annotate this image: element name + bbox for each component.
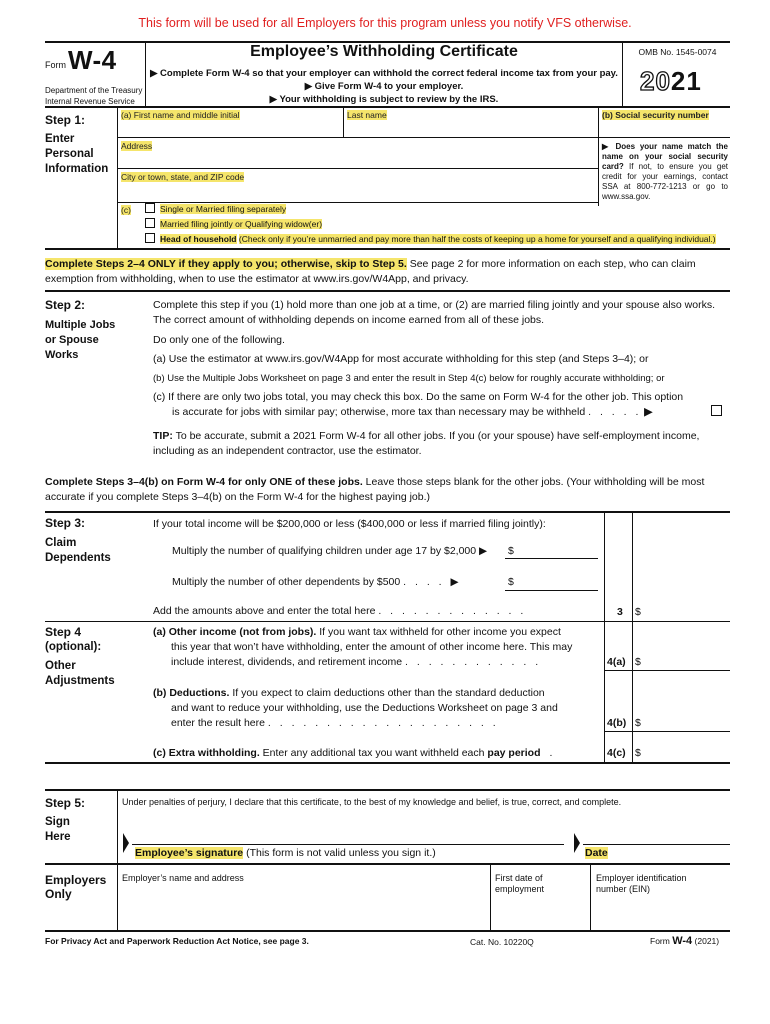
tax-year	[640, 66, 702, 97]
c-rest: Enter any additional tax you want withheld each	[262, 747, 485, 759]
step5-subtitle	[45, 815, 71, 845]
address-label	[121, 141, 152, 151]
filing-option-hoh[interactable]	[145, 233, 716, 244]
step3-other-dollar: $	[508, 576, 514, 588]
city-label	[121, 172, 244, 182]
step2-tip	[153, 429, 730, 459]
c-arrow: ▶	[644, 406, 653, 418]
step2-do-only: Do only one of the following.	[153, 334, 285, 346]
sig-label-text: Employee’s signature	[135, 847, 244, 859]
step4-title: Step 4	[45, 625, 82, 639]
b-bold: (b) Deductions.	[153, 687, 230, 699]
step2-option-b: (b) Use the Multiple Jobs Worksheet on page 3 and enter the result in Step 4(c) below for roughly accurate withholding; or	[153, 373, 665, 384]
a-rest-2: this year that won’t have withholding, enter the amount of other income here. This may	[171, 641, 573, 653]
step5-sub-1: Sign	[45, 816, 70, 828]
c-label-text: (c)	[121, 205, 131, 215]
first-date-label	[495, 873, 544, 895]
filing-3-rest: (Check only if you’re unmarried and pay more than half the costs of keeping up a home for yourself and a qualifying individual.)	[238, 234, 716, 244]
instruction-2: ▶ Give Form W-4 to your employer.	[304, 81, 464, 92]
first-name-field[interactable]	[120, 121, 342, 137]
first-name-label-text: (a) First name and middle initial	[121, 110, 240, 120]
privacy-notice: For Privacy Act and Paperwork Reduction Act Notice, see page 3.	[45, 936, 309, 946]
step3-sub-1: Claim	[45, 537, 77, 549]
complete-steps-3-4b	[45, 475, 730, 505]
c-dots: . . . . .	[588, 406, 642, 418]
step3-total-line	[153, 604, 526, 619]
line-4a-dollar: $	[635, 656, 641, 668]
step3-sub-2: Dependents	[45, 552, 111, 564]
step2-sub-2: or Spouse	[45, 334, 99, 346]
employers-title-1: Employers	[45, 873, 107, 887]
step4b-text	[153, 686, 600, 731]
city-label-text: City or town, state, and ZIP code	[121, 172, 245, 182]
signature-arrow-icon	[123, 833, 129, 853]
year-bold: 21	[670, 66, 702, 96]
department-label	[45, 85, 155, 107]
first-date-field[interactable]	[493, 898, 588, 928]
ssn-field[interactable]	[601, 121, 729, 137]
qualifying-children-field[interactable]	[516, 543, 598, 558]
filing-3-bold: Head of household	[160, 234, 237, 244]
line2-text: Multiply the number of other dependents by $500	[172, 576, 401, 588]
last-name-field[interactable]	[346, 121, 596, 137]
deductions-field[interactable]	[645, 715, 729, 731]
tip-bold: TIP:	[153, 430, 173, 442]
ein-label	[596, 873, 687, 895]
step2-option-c-line2	[172, 405, 652, 420]
filing-option-married[interactable]	[145, 218, 322, 229]
step2-title: Step 2:	[45, 298, 86, 312]
step5-sub-2: Here	[45, 831, 71, 843]
line-4c-dollar: $	[635, 747, 641, 759]
step2-subtitle	[45, 318, 115, 363]
footer-form-id	[650, 935, 719, 947]
step4-sub-0: (optional):	[45, 641, 102, 653]
ssn-label	[602, 110, 709, 120]
c-pay: pay period	[487, 747, 541, 759]
extra-withholding-field[interactable]	[645, 745, 729, 761]
two-jobs-checkbox[interactable]	[711, 405, 722, 416]
step2-sub-1: Multiple Jobs	[45, 319, 116, 331]
filing-option-single[interactable]	[145, 203, 286, 214]
line-4c-number: 4(c)	[607, 747, 626, 759]
name-match-bold: ▶ Does your name match the name on your social security card?	[602, 142, 728, 171]
step4-sub-2: Adjustments	[45, 675, 115, 687]
a-bold: (a) Other income (not from jobs).	[153, 626, 317, 638]
a-rest-1: If you want tax withheld for other income you expect	[319, 626, 561, 638]
line-4b-dollar: $	[635, 717, 641, 729]
address-field[interactable]	[120, 152, 596, 168]
date-field[interactable]	[584, 826, 728, 844]
complete-steps-2-4	[45, 257, 730, 287]
step3-children-dollar: $	[508, 545, 514, 557]
dept-line-2: Internal Revenue Service	[45, 97, 135, 106]
complete-3-4-rest: Leave those steps blank for the other jobs. (Your withholding will be most accurate if you complete Steps 3–4(b) on the Form W-4 for the highest paying job.)	[45, 476, 705, 503]
vfs-notice: This form will be used for all Employers for this program unless you notify VFS otherwise.	[138, 16, 632, 30]
line-3-dollar: $	[635, 606, 641, 618]
step1-subtitle	[45, 132, 108, 177]
b-rest-1: If you expect to claim deductions other than the standard deduction	[232, 687, 545, 699]
total-dependents-field[interactable]	[645, 604, 729, 620]
first-date-2: employment	[495, 884, 545, 894]
omb-number: OMB No. 1545-0074	[638, 47, 717, 57]
step1-sub-1: Enter	[45, 133, 75, 145]
footer-form-num: W-4	[672, 935, 693, 947]
step3-title: Step 3:	[45, 516, 86, 530]
employer-name-label: Employer’s name and address	[122, 873, 244, 883]
date-label	[585, 847, 608, 859]
other-income-field[interactable]	[645, 654, 729, 670]
complete-3-4-bold: Complete Steps 3–4(b) on Form W-4 for only ONE of these jobs.	[45, 476, 363, 488]
form-number: W-4	[68, 45, 117, 75]
signature-label	[135, 847, 436, 859]
line-4b-number: 4(b)	[607, 717, 627, 729]
date-label-text: Date	[585, 847, 608, 859]
c2-text: is accurate for jobs with similar pay; otherwise, more tax than necessary may be withheld	[172, 406, 586, 418]
step2-option-c-line1: (c) If there are only two jobs total, you may check this box. Do the same on Form W-4 for the other job. This option	[153, 391, 684, 403]
filing-1-text: Single or Married filing separately	[160, 204, 287, 214]
line2-dots: . . . . ▶	[403, 576, 462, 588]
step3-intro: If your total income will be $200,000 or less ($400,000 or less if married filing jointly):	[153, 518, 546, 530]
step1-sub-3: Information	[45, 163, 109, 175]
ssn-label-text: (b) Social security number	[602, 110, 709, 120]
footer-form-word: Form	[650, 936, 670, 946]
instruction-3: ▶ Your withholding is subject to review by the IRS.	[269, 94, 499, 105]
sig-note: (This form is not valid unless you sign it.)	[246, 847, 436, 859]
first-date-1: First date of	[495, 873, 543, 883]
line-4a-number: 4(a)	[607, 656, 626, 668]
dept-line-1: Department of the Treasury	[45, 86, 143, 95]
a-dots: . . . . . . . . . . . .	[405, 656, 542, 668]
form-title: Employee’s Withholding Certificate	[250, 43, 518, 60]
complete-2-4-rest: See page 2 for more information on each step, who can claim exemption from withholding, when to use the estimator at www.irs.gov/W4App, and privacy.	[45, 258, 696, 285]
step2-sub-3: Works	[45, 349, 79, 361]
form-label: Form	[45, 60, 66, 70]
first-name-label	[121, 110, 240, 120]
last-name-label-text: Last name	[347, 110, 387, 120]
a-rest-3: include interest, dividends, and retirement income	[171, 656, 403, 668]
step1-title: Step 1:	[45, 113, 86, 127]
name-match-rest: If not, to ensure you get credit for your earnings, contact SSA at 800-772-1213 or go to www.ssa.gov.	[602, 162, 728, 201]
instruction-1: ▶ Complete Form W-4 so that your employer can withhold the correct federal income tax from your pay.	[150, 68, 618, 79]
address-label-text: Address	[121, 141, 153, 151]
total-text: Add the amounts above and enter the total here	[153, 605, 376, 617]
perjury-statement: Under penalties of perjury, I declare that this certificate, to the best of my knowledge and belief, is true, correct, and complete.	[122, 797, 622, 807]
step3-subtitle	[45, 536, 111, 566]
employer-name-field[interactable]	[120, 886, 488, 928]
signature-field[interactable]	[132, 826, 560, 844]
step2-intro: Complete this step if you (1) hold more than one job at a time, or (2) are married filing jointly and your spouse also works. The correct amount of withholding depends on income earned from all of these jobs.	[153, 299, 716, 326]
city-field[interactable]	[120, 184, 596, 202]
other-dependents-field[interactable]	[516, 574, 598, 589]
hoh-checkbox[interactable]	[145, 233, 155, 243]
total-dots: . . . . . . . . . . . . .	[378, 605, 527, 617]
step1-sub-2: Personal	[45, 148, 94, 160]
b-rest-2: and want to reduce your withholding, use the Deductions Worksheet on page 3 and	[171, 702, 558, 714]
married-checkbox[interactable]	[145, 218, 155, 228]
filing-status-label	[121, 205, 131, 215]
complete-2-4-bold: Complete Steps 2–4 ONLY if they apply to you; otherwise, skip to Step 5.	[45, 258, 407, 270]
year-outline: 20	[640, 66, 671, 96]
c-bold: (c) Extra withholding.	[153, 747, 260, 759]
b-rest-3: enter the result here	[171, 717, 265, 729]
employers-title	[45, 873, 106, 901]
c-dots-4: .	[549, 747, 556, 759]
footer-year: (2021)	[694, 936, 720, 946]
b-dots: . . . . . . . . . . . . . . . . . . . .	[267, 717, 499, 729]
step5-title: Step 5:	[45, 796, 86, 810]
step2-option-a: (a) Use the estimator at www.irs.gov/W4App for most accurate withholding for this step (and Steps 3–4); or	[153, 353, 649, 365]
catalog-number: Cat. No. 10220Q	[470, 937, 534, 947]
step4c-text	[153, 746, 555, 761]
step4a-text	[153, 625, 600, 670]
employers-title-2: Only	[45, 887, 72, 901]
step4-subtitle	[45, 640, 115, 689]
step3-other-line	[172, 575, 462, 590]
ein-2: number (EIN)	[596, 884, 651, 894]
ein-1: Employer identification	[596, 873, 687, 883]
date-arrow-icon	[574, 833, 580, 853]
tip-text: To be accurate, submit a 2021 Form W-4 for all other jobs. If you (or your spouse) have self-employment income, including as an independent contractor, use the estimator.	[153, 430, 700, 457]
last-name-label	[347, 110, 387, 120]
line-3-number: 3	[617, 606, 623, 618]
ein-field[interactable]	[593, 898, 729, 928]
filing-2-text: Married filing jointly or Qualifying widow(er)	[160, 219, 323, 229]
single-checkbox[interactable]	[145, 203, 155, 213]
step3-children-line: Multiply the number of qualifying children under age 17 by $2,000 ▶	[172, 545, 488, 557]
step4-sub-1: Other	[45, 660, 76, 672]
name-match-note	[602, 142, 728, 202]
